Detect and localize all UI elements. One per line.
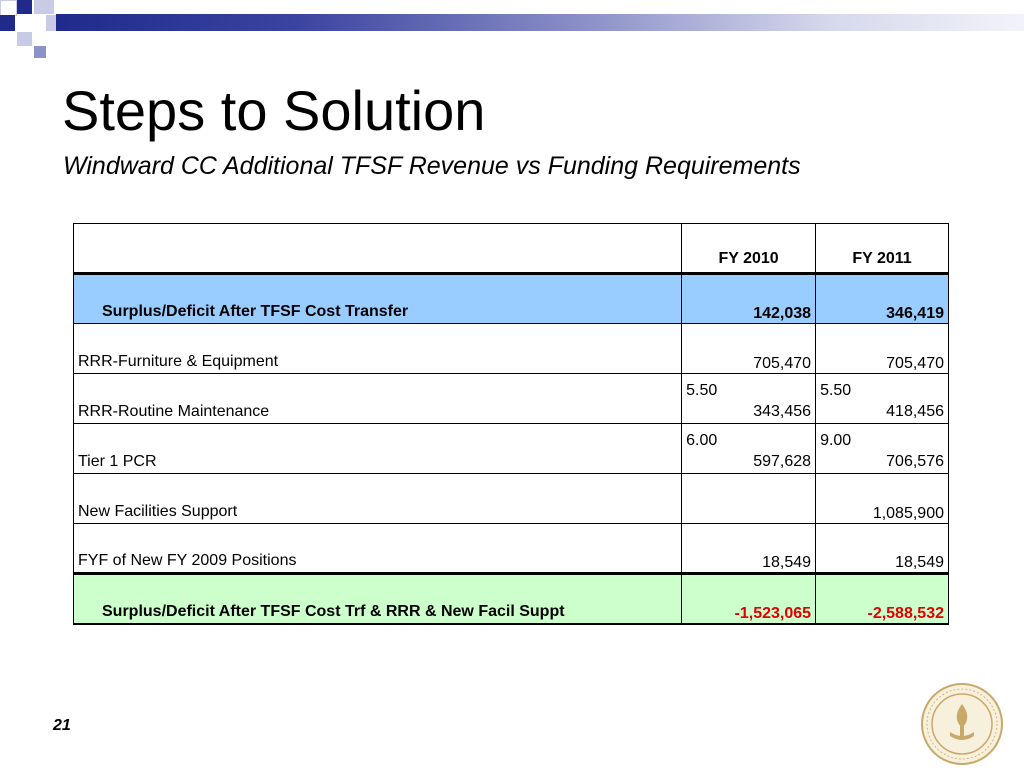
page-number: 21 (53, 717, 71, 734)
cell-fy2010: 705,470 (682, 324, 816, 374)
rate-value: 9.00 (820, 432, 852, 449)
deco-square (17, 0, 32, 14)
header-cell-empty (74, 224, 682, 274)
table-row-furniture (74, 324, 949, 374)
deco-square (17, 32, 32, 46)
deco-square (0, 15, 15, 31)
header-gradient-bar (56, 14, 1024, 31)
cell-fy2011: 1,085,900 (816, 474, 949, 524)
cell-fy2011: 346,419 (816, 274, 949, 324)
cell-fy2010 (682, 474, 816, 524)
row-label: RRR-Furniture & Equipment (74, 324, 682, 374)
cell-fy2010: -1,523,065 (682, 574, 816, 624)
cell-fy2010: 142,038 (682, 274, 816, 324)
cell-fy2011: -2,588,532 (816, 574, 949, 624)
row-label: Surplus/Deficit After TFSF Cost Transfer (74, 274, 682, 324)
table-row-fyf-positions (74, 524, 949, 574)
table-row-maintenance (74, 374, 949, 424)
header-cell-fy2011: FY 2011 (816, 224, 949, 274)
row-label: Tier 1 PCR (74, 424, 682, 474)
header-decoration (0, 0, 1024, 60)
table-header-row (74, 224, 949, 274)
amount-value: 343,456 (753, 403, 812, 420)
row-label: New Facilities Support (74, 474, 682, 524)
deco-square (34, 0, 54, 14)
table-row-tier1-pcr (74, 424, 949, 474)
rate-value: 5.50 (686, 382, 718, 399)
cell-fy2011 (816, 424, 949, 474)
slide-title: Steps to Solution (62, 79, 486, 142)
table-row-surplus (74, 274, 949, 324)
header-cell-fy2010: FY 2010 (682, 224, 816, 274)
cell-fy2010 (682, 424, 816, 474)
funding-table (73, 223, 949, 625)
deco-square (17, 15, 45, 31)
row-label: Surplus/Deficit After TFSF Cost Trf & RRR & New Facil Suppt (74, 574, 682, 624)
amount-value: 418,456 (886, 403, 944, 420)
slide-subtitle: Windward CC Additional TFSF Revenue vs Funding Requirements (63, 152, 801, 180)
amount-value: 706,576 (886, 453, 944, 470)
cell-fy2011: 18,549 (816, 524, 949, 574)
table-row-deficit-total (74, 574, 949, 624)
amount-value: 597,628 (753, 453, 812, 470)
cell-fy2011: 705,470 (816, 324, 949, 374)
cell-fy2010: 18,549 (682, 524, 816, 574)
cell-fy2010 (682, 374, 816, 424)
table-row-new-facilities (74, 474, 949, 524)
row-label: RRR-Routine Maintenance (74, 374, 682, 424)
row-label: FYF of New FY 2009 Positions (74, 524, 682, 574)
university-seal-icon (920, 682, 1004, 766)
rate-value: 5.50 (820, 382, 852, 399)
deco-square (34, 46, 46, 58)
rate-value: 6.00 (686, 432, 718, 449)
deco-square (0, 0, 17, 16)
cell-fy2011 (816, 374, 949, 424)
